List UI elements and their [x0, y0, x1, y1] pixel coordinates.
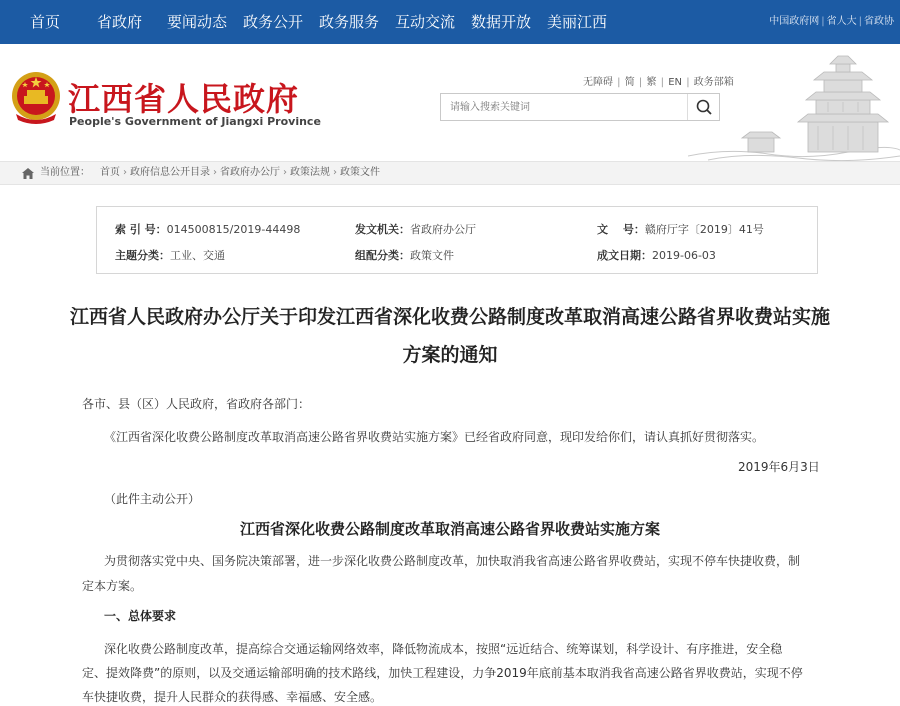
- site-title: 江西省人民政府: [68, 80, 300, 118]
- link-simplified[interactable]: 简: [624, 77, 635, 88]
- crumb-policies-regulations[interactable]: 政策法规: [290, 167, 330, 178]
- intro-line-1: 为贯彻落实党中央、国务院决策部署，进一步深化收费公路制度改革，加快取消我省高速公路省界收费站，实现不停车快捷收费，制: [104, 554, 801, 568]
- meta-issuer: [355, 221, 476, 237]
- meta-index-value: 014500815/2019-44498: [166, 223, 301, 236]
- requirement-line-3: 车快捷收费，提升人民群众的获得感、幸福感、安全感。: [82, 690, 383, 704]
- meta-topic-label: 主题分类：: [115, 249, 170, 262]
- breadcrumb: [0, 161, 900, 185]
- link-provincial-congress[interactable]: 省人大: [826, 16, 857, 27]
- intro-line-2: 定本方案。: [82, 579, 143, 593]
- meta-doc-number-label: 文 号：: [597, 223, 645, 236]
- signing-date: 2019年6月3日: [738, 460, 820, 474]
- search-input[interactable]: [441, 94, 687, 120]
- meta-category-value: 政策文件: [410, 249, 454, 262]
- link-accessibility[interactable]: 无障碍: [583, 77, 613, 88]
- chevron-right-icon: ›: [283, 167, 287, 178]
- requirement-line-1: 深化收费公路制度改革，提高综合交通运输网络效率，降低物流成本，按照“远近结合、统筹谋划，科学设计、有序推进，安全稳: [104, 642, 783, 656]
- meta-category-label: 组配分类：: [355, 249, 410, 262]
- top-nav-bar: [0, 0, 900, 44]
- divider: |: [821, 16, 825, 27]
- link-traditional[interactable]: 繁: [646, 77, 657, 88]
- document-title: [40, 300, 860, 372]
- chevron-right-icon: ›: [123, 167, 127, 178]
- nav-interaction[interactable]: 互动交流: [395, 13, 456, 31]
- nav-gov-affairs-open[interactable]: 政务公开: [243, 13, 304, 31]
- meta-issuer-value: 省政府办公厅: [410, 223, 476, 236]
- document-title-line-2: 方案的通知: [402, 344, 498, 366]
- crumb-general-office[interactable]: 省政府办公厅: [220, 167, 280, 178]
- nav-news[interactable]: 要闻动态: [167, 13, 228, 31]
- nav-beautiful-jiangxi[interactable]: 美丽江西: [547, 13, 608, 31]
- meta-topic: [115, 247, 225, 263]
- section-heading: 一、总体要求: [104, 609, 177, 623]
- divider: |: [657, 77, 668, 88]
- divider: |: [858, 16, 862, 27]
- nav-province-government[interactable]: 省政府: [97, 13, 143, 31]
- crumb-gov-info-directory[interactable]: 政府信息公开目录: [130, 167, 210, 178]
- meta-issuer-label: 发文机关：: [355, 223, 410, 236]
- link-provincial-cppcc[interactable]: 省政协: [864, 16, 894, 27]
- national-emblem-icon: [10, 70, 62, 126]
- meta-index-label: 索 引 号：: [115, 223, 167, 236]
- meta-doc-number: [597, 221, 764, 237]
- crumb-home[interactable]: 首页: [100, 167, 120, 178]
- meta-doc-number-value: 赣府厅字〔2019〕41号: [644, 223, 764, 236]
- meta-topic-value: 工业、交通: [170, 249, 225, 262]
- link-english[interactable]: EN: [668, 77, 683, 88]
- divider: |: [635, 77, 646, 88]
- pavilion-illustration-icon: [688, 52, 900, 161]
- link-china-gov[interactable]: 中国政府网: [769, 16, 820, 27]
- document-metadata: [96, 206, 818, 274]
- public-note: （此件主动公开）: [104, 492, 201, 506]
- site-subtitle: People's Government of Jiangxi Province: [69, 115, 321, 128]
- salutation: 各市、县（区）人民政府，省政府各部门：: [82, 397, 311, 411]
- home-icon: [22, 168, 34, 179]
- meta-category: [355, 247, 454, 263]
- external-links: [769, 0, 894, 44]
- nav-gov-services[interactable]: 政务服务: [319, 13, 380, 31]
- crumb-policy-documents[interactable]: 政策文件: [340, 167, 380, 178]
- link-mailbox[interactable]: 政务部箱: [693, 77, 734, 88]
- chevron-right-icon: ›: [213, 167, 217, 178]
- divider: |: [614, 77, 624, 88]
- meta-date-value: 2019-06-03: [652, 249, 716, 262]
- site-header: [0, 44, 900, 161]
- meta-date-label: 成文日期：: [597, 249, 652, 262]
- meta-date: [597, 247, 716, 263]
- breadcrumb-label: 当前位置：: [40, 167, 90, 178]
- requirement-line-2: 定、提效降费”的原则，以及交通运输部明确的技术路线，加快工程建设，力争2019年底前基本取消我省高速公路省界收费站，实现不停: [82, 666, 803, 680]
- document-title-line-1: 江西省人民政府办公厅关于印发江西省深化收费公路制度改革取消高速公路省界收费站实施: [69, 306, 830, 328]
- chevron-right-icon: ›: [333, 167, 337, 178]
- divider: |: [683, 77, 693, 88]
- search-box: [440, 93, 720, 121]
- nav-home[interactable]: 首页: [30, 13, 61, 31]
- meta-index: [115, 221, 300, 237]
- plan-title: 江西省深化收费公路制度改革取消高速公路省界收费站实施方案: [239, 520, 660, 538]
- body-paragraph: 《江西省深化收费公路制度改革取消高速公路省界收费站实施方案》已经省政府同意，现印发给你们，请认真抓好贯彻落实。: [104, 430, 765, 444]
- nav-open-data[interactable]: 数据开放: [471, 13, 532, 31]
